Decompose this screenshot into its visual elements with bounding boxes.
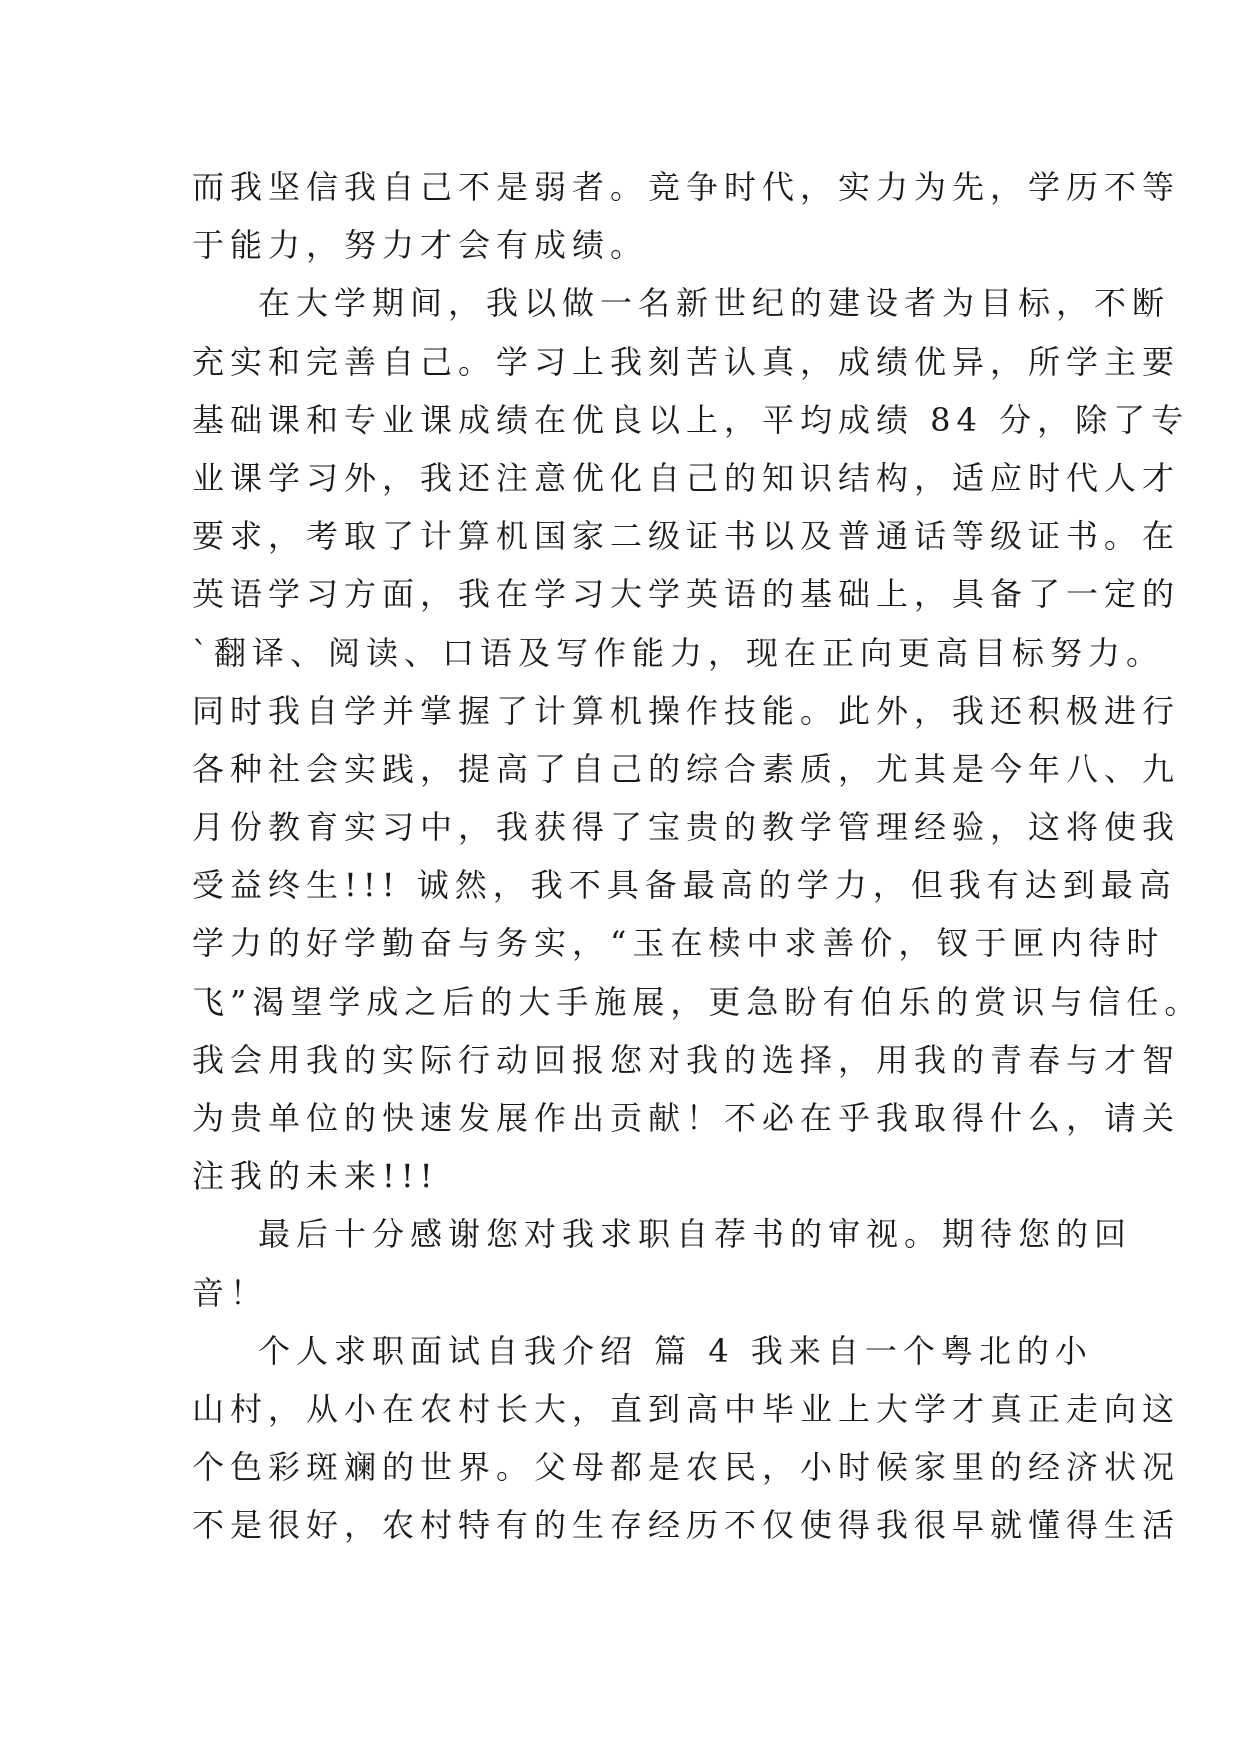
text-line: 注我的未来!!! [192, 1157, 439, 1196]
text-line: 月份教育实习中，我获得了宝贵的教学管理经验，这将使我 [192, 808, 1181, 847]
text-line: `翻译、阅读、口语及写作能力，现在正向更高目标努力。 [192, 633, 1165, 672]
text-line: 而我坚信我自己不是弱者。竞争时代，实力为先，学历不等 [192, 168, 1181, 206]
document-body [192, 158, 1203, 1555]
text-line: 个色彩斑斓的世界。父母都是农民，小时候家里的经济状况 [192, 1448, 1181, 1487]
text-line: 同时我自学并掌握了计算机操作技能。此外，我还积极进行 [192, 691, 1181, 730]
text-line: 受益终生!!! 诚然，我不具备最高的学力，但我有达到最高 [192, 866, 1177, 905]
paragraph-start-line: 在大学期间，我以做一名新世纪的建设者为目标，不断 [258, 284, 1171, 323]
text-line: 不是很好，农村特有的生存经历不仅使得我很早就懂得生活 [192, 1506, 1181, 1545]
text-line: 于能力，努力才会有成绩。 [192, 226, 649, 265]
text-line: 英语学习方面，我在学习大学英语的基础上，具备了一定的 [192, 575, 1181, 614]
text-line: 音！ [192, 1273, 269, 1312]
text-line: 为贵单位的快速发展作出贡献！不必在乎我取得什么，请关 [192, 1099, 1181, 1137]
text-line: 业课学习外，我还注意优化自己的知识结构，适应时代人才 [192, 458, 1181, 497]
text-line: 要求，考取了计算机国家二级证书以及普通话等级证书。在 [192, 517, 1181, 556]
text-line: 各种社会实践，提高了自己的综合素质，尤其是今年八、九 [192, 749, 1181, 788]
text-line: 充实和完善自己。学习上我刻苦认真，成绩优异，所学主要 [192, 342, 1181, 381]
section-heading-line: 个人求职面试自我介绍 篇 4 我来自一个粤北的小 [258, 1331, 1093, 1370]
text-line: 基础课和专业课成绩在优良以上，平均成绩 84 分，除了专 [192, 400, 1190, 439]
text-line: 飞”渴望学成之后的大手施展，更急盼有伯乐的赏识与信任。 [192, 982, 1203, 1021]
text-line: 我会用我的实际行动回报您对我的选择，用我的青春与才智 [192, 1040, 1181, 1079]
paragraph-start-line: 最后十分感谢您对我求职自荐书的审视。期待您的回 [258, 1215, 1133, 1254]
text-line: 学力的好学勤奋与务实，“玉在椟中求善价，钗于匣内待时 [192, 924, 1165, 963]
text-line: 山村，从小在农村长大，直到高中毕业上大学才真正走向这 [192, 1389, 1181, 1428]
